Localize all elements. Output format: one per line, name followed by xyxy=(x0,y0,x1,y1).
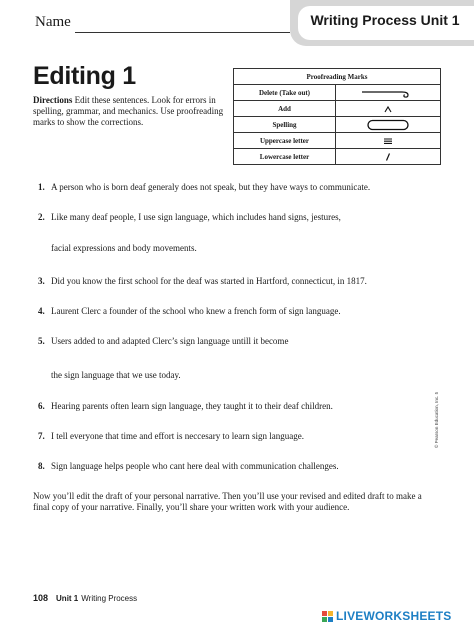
name-label: Name xyxy=(35,14,71,30)
proof-label: Spelling xyxy=(234,117,336,133)
sentence-4 xyxy=(38,306,341,316)
proofreading-marks-table xyxy=(233,68,441,165)
triple-underline-icon xyxy=(378,136,398,146)
proof-row-delete xyxy=(234,85,441,101)
sentence-text: Sign language helps people who cant here deal with communication challenges. xyxy=(51,461,339,471)
directions-label: Directions xyxy=(33,95,73,105)
name-input-line[interactable] xyxy=(75,32,290,33)
proof-label: Add xyxy=(234,101,336,117)
sentence-number: 7. xyxy=(38,431,45,441)
sentence-number: 5. xyxy=(38,336,45,346)
proof-label: Uppercase letter xyxy=(234,133,336,149)
sentence-7 xyxy=(38,431,304,441)
sentence-number: 1. xyxy=(38,182,45,192)
directions-text: Edit these sentences. Look for errors in spelling, grammar, and mechanics. Use proofreading marks to show the corrections. xyxy=(33,95,224,127)
sentence-3 xyxy=(38,276,367,286)
sentence-number: 8. xyxy=(38,461,45,471)
page-number: 108 xyxy=(33,593,49,603)
footer-section: Writing Process xyxy=(81,594,138,603)
sentence-2-continued: facial expressions and body movements. xyxy=(51,243,197,253)
liveworksheets-logo[interactable] xyxy=(322,609,451,623)
sentence-5-continued: the sign language that we use today. xyxy=(51,370,181,380)
caret-icon xyxy=(378,104,398,114)
copyright-notice: © Pearson Education, Inc. 5 xyxy=(434,391,439,448)
sentence-2 xyxy=(38,212,341,222)
sentence-text: Hearing parents often learn sign language, they taught it to their deaf children. xyxy=(51,401,333,411)
page-footer xyxy=(33,593,137,603)
spelling-circle-icon xyxy=(358,119,418,131)
sentence-text: Like many deaf people, I use sign language, which includes hand signs, jestures, xyxy=(51,212,341,222)
closing-paragraph: Now you’ll edit the draft of your personal narrative. Then you’ll use your revised and edited draft to make a final copy of your narrative. Finally, you’ll share your written work with your audience. xyxy=(33,491,422,512)
sentence-text: Laurent Clerc a founder of the school who knew a french form of sign language. xyxy=(51,306,341,316)
sentence-number: 4. xyxy=(38,306,45,316)
unit-title: Writing Process Unit 1 xyxy=(310,12,460,28)
page-title: Editing 1 xyxy=(33,62,136,90)
sentence-1 xyxy=(38,182,370,192)
sentence-6 xyxy=(38,401,333,411)
proof-row-lowercase xyxy=(234,149,441,165)
slash-icon xyxy=(378,152,398,162)
delete-mark-icon xyxy=(358,88,418,98)
proof-label: Lowercase letter xyxy=(234,149,336,165)
sentence-5 xyxy=(38,336,288,346)
sentence-text: Did you know the first school for the deaf was started in Hartford, connecticut, in 1817. xyxy=(51,276,367,286)
logo-squares-icon xyxy=(322,611,333,622)
sentence-text: Users added to and adapted Clerc’s sign language untill it become xyxy=(51,336,289,346)
sentence-number: 2. xyxy=(38,212,45,222)
proof-row-spelling xyxy=(234,117,441,133)
footer-unit: Unit 1 xyxy=(56,594,79,603)
proof-row-add xyxy=(234,101,441,117)
sentence-8 xyxy=(38,461,339,471)
liveworksheets-wordmark: LIVEWORKSHEETS xyxy=(336,609,452,623)
proof-row-uppercase xyxy=(234,133,441,149)
sentence-number: 6. xyxy=(38,401,45,411)
sentence-text: A person who is born deaf generaly does not speak, but they have ways to communicate. xyxy=(51,182,371,192)
directions xyxy=(33,95,228,128)
sentence-number: 3. xyxy=(38,276,45,286)
sentence-text: I tell everyone that time and effort is neccesary to learn sign language. xyxy=(51,431,304,441)
proofreading-marks-heading: Proofreading Marks xyxy=(234,69,441,85)
proof-label: Delete (Take out) xyxy=(234,85,336,101)
